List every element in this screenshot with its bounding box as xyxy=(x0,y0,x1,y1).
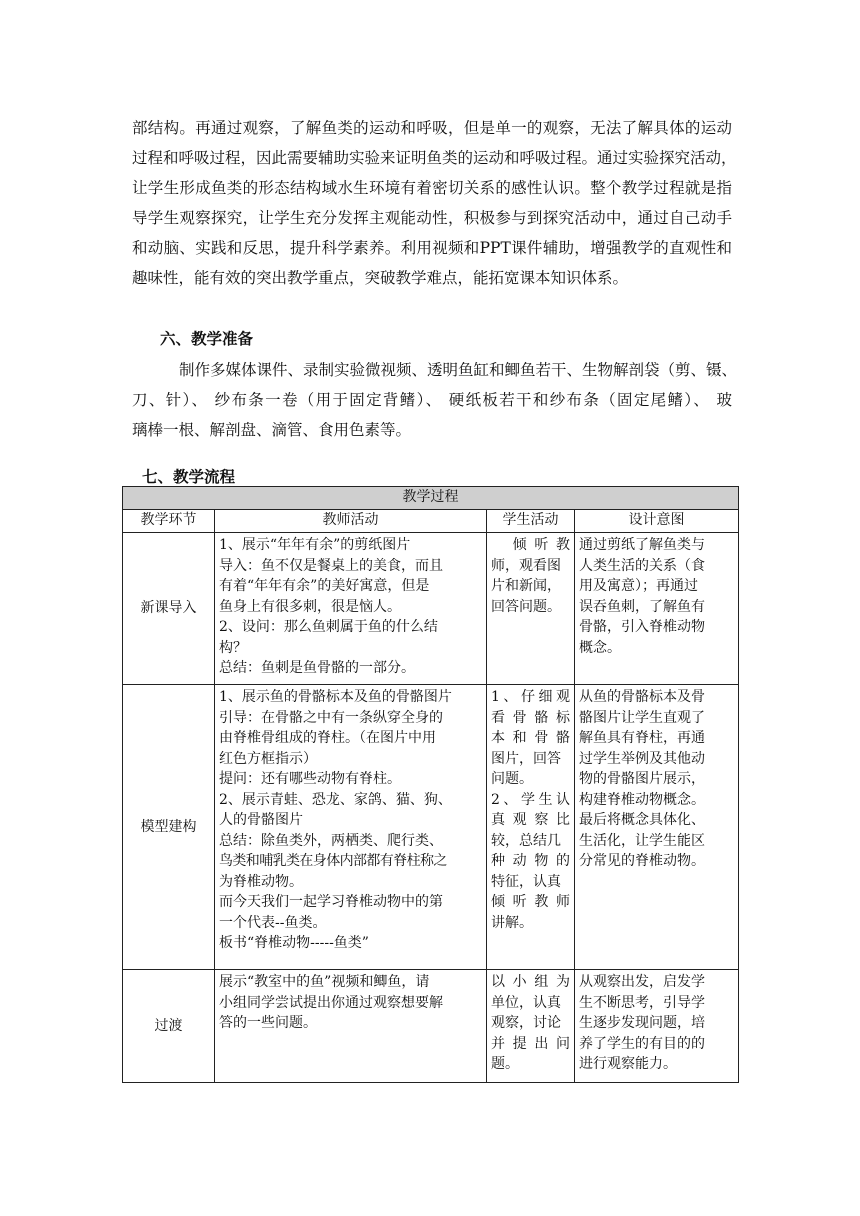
cell-line: 题。 xyxy=(491,1056,519,1072)
section-heading-preparation: 六、教学准备 xyxy=(160,330,254,348)
cell-line: 生逐步发现问题，培 xyxy=(579,1015,705,1031)
cell-line: 通过剪纸了解鱼类与 xyxy=(579,537,705,553)
text-line: 让学生形成鱼类的形态结构域水生环境有着密切关系的感性认识。整个教学过程就是指 xyxy=(132,179,732,197)
cell-line: 而今天我们一起学习脊椎动物中的第 xyxy=(219,894,443,910)
cell-line: 回答问题。 xyxy=(491,598,561,615)
cell-line: 人类生活的关系（食 xyxy=(579,557,705,574)
cell-line: 养了学生的有目的的 xyxy=(579,1035,705,1052)
cell-line: 问题。 xyxy=(491,771,533,787)
cell-line: 过学生举例及其他动 xyxy=(579,750,705,767)
intro-paragraph xyxy=(132,113,737,293)
cell-line: 最后将概念具体化、 xyxy=(579,812,705,828)
cell-line: 1、展示鱼的骨骼标本及鱼的骨骼图片 xyxy=(219,689,452,705)
cell-line: 进行观察能力。 xyxy=(579,1056,677,1072)
text-line: 和动脑、实践和反思，提升科学素养。利用视频和PPT课件辅助，增强教学的直观性和 xyxy=(132,239,732,257)
cell-line: 真观察比 xyxy=(491,812,570,828)
cell-line: 2、设问：那么鱼刺属于鱼的什么结 xyxy=(219,619,438,635)
teacher-activity-cell xyxy=(215,533,487,685)
text-line: 璃棒一根、解剖盘、滴管、食用色素等。 xyxy=(132,421,412,439)
text-line: 过程和呼吸过程，因此需要辅助实验来证明鱼类的运动和呼吸过程。通过实验探究活动， xyxy=(132,149,737,167)
cell-line: 红色方框指示） xyxy=(219,750,317,767)
teacher-activity-cell xyxy=(215,970,487,1083)
student-activity-cell xyxy=(487,970,575,1083)
teacher-activity-cell xyxy=(215,685,487,970)
cell-line: 种动物的 xyxy=(491,853,570,869)
cell-line: 单位，认真 xyxy=(491,994,561,1011)
cell-line: 图片，回答 xyxy=(491,750,561,767)
cell-line: 人的骨骼图片 xyxy=(219,812,303,828)
cell-line: 看骨骼标 xyxy=(491,709,570,726)
text-line: 趣味性，能有效的突出教学重点，突破教学难点，能拓宽课本知识体系。 xyxy=(132,269,629,287)
stage-cell: 新课导入 xyxy=(123,533,215,685)
cell-line: 有着“年年有余”的美好寓意，但是 xyxy=(219,578,430,594)
cell-line: 导入：鱼不仅是餐桌上的美食，而且 xyxy=(219,557,443,574)
table-title: 教学过程 xyxy=(123,487,739,510)
cell-line: 用及寓意）；再通过 xyxy=(579,578,698,594)
cell-line: 概念。 xyxy=(579,639,621,656)
cell-line: 构建脊椎动物概念。 xyxy=(579,791,705,808)
column-header: 学生活动 xyxy=(487,510,575,533)
text-line: 刀、针）、 纱布条一卷（用于固定背鳍）、 硬纸板若干和纱布条（固定尾鳍）、 玻 xyxy=(132,391,732,409)
cell-line: 并提出问 xyxy=(491,1035,570,1052)
cell-line: 倾听教 xyxy=(491,537,570,553)
column-header: 教师活动 xyxy=(215,510,487,533)
cell-line: 分常见的脊椎动物。 xyxy=(579,853,705,869)
table-row xyxy=(123,970,739,1083)
design-intent-cell xyxy=(575,533,739,685)
cell-line: 1、仔细观 xyxy=(491,689,570,705)
cell-line: 小组同学尝试提出你通过观察想要解 xyxy=(219,994,443,1011)
text-line: 制作多媒体课件、录制实验微视频、透明鱼缸和鲫鱼若干、生物解剖袋（剪、镊、 xyxy=(179,361,738,379)
text-line: 部结构。再通过观察，了解鱼类的运动和呼吸，但是单一的观察，无法了解具体的运动 xyxy=(132,119,732,137)
cell-line: 骼图片让学生直观了 xyxy=(579,709,705,726)
student-activity-cell xyxy=(487,533,575,685)
cell-line: 讲解。 xyxy=(491,914,533,931)
cell-line: 从鱼的骨骼标本及骨 xyxy=(579,689,705,705)
cell-line: 提问：还有哪些动物有脊柱。 xyxy=(219,771,401,787)
preparation-paragraph xyxy=(132,355,738,445)
section-heading-flow: 七、教学流程 xyxy=(142,468,236,486)
table-title-row xyxy=(123,487,739,510)
cell-line: 由脊椎骨组成的脊柱。（在图片中用 xyxy=(219,730,436,746)
column-header: 设计意图 xyxy=(575,510,739,533)
cell-line: 骨骼，引入脊椎动物 xyxy=(579,619,705,635)
cell-line: 一个代表--鱼类。 xyxy=(219,914,327,931)
cell-line: 误吞鱼刺，了解鱼有 xyxy=(579,598,705,615)
stage-cell: 模型建构 xyxy=(123,685,215,970)
cell-line: 2、展示青蛙、恐龙、家鸽、猫、狗、 xyxy=(219,791,452,808)
cell-line: 构？ xyxy=(219,639,247,656)
cell-line: 特征，认真 xyxy=(491,873,561,890)
table-row xyxy=(123,685,739,970)
cell-line: 物的骨骼图片展示， xyxy=(579,771,705,787)
stage-cell: 过渡 xyxy=(123,970,215,1083)
cell-line: 师，观看图 xyxy=(491,557,561,574)
cell-line: 生不断思考，引导学 xyxy=(579,994,705,1011)
table-row xyxy=(123,533,739,685)
column-header: 教学环节 xyxy=(123,510,215,533)
student-activity-cell xyxy=(487,685,575,970)
cell-line: 鸟类和哺乳类在身体内部都有脊柱称之 xyxy=(219,853,447,869)
cell-line: 引导：在骨骼之中有一条纵穿全身的 xyxy=(219,709,443,726)
cell-line: 解鱼具有脊柱，再通 xyxy=(579,730,705,746)
table-header-row xyxy=(123,510,739,533)
cell-line: 总结：鱼刺是鱼骨骼的一部分。 xyxy=(219,660,415,676)
cell-line: 观察，讨论 xyxy=(491,1015,561,1031)
design-intent-cell xyxy=(575,970,739,1083)
cell-line: 片和新闻， xyxy=(491,578,561,594)
cell-line: 生活化，让学生能区 xyxy=(579,832,705,849)
cell-line: 为脊椎动物。 xyxy=(219,873,303,890)
cell-line: 展示“教室中的鱼”视频和鲫鱼，请 xyxy=(219,974,430,990)
cell-line: 总结：除鱼类外，两栖类、爬行类、 xyxy=(219,832,443,849)
cell-line: 倾听教师 xyxy=(491,894,570,910)
cell-line: 1、展示“年年有余”的剪纸图片 xyxy=(219,537,411,553)
cell-line: 鱼身上有很多刺，很是恼人。 xyxy=(219,598,401,615)
cell-line: 从观察出发，启发学 xyxy=(579,974,705,990)
teaching-process-table xyxy=(122,486,739,1083)
cell-line: 2、学生认 xyxy=(491,791,570,808)
text-line: 导学生观察探究，让学生充分发挥主观能动性，积极参与到探究活动中，通过自己动手 xyxy=(132,209,732,227)
cell-line: 较，总结几 xyxy=(491,832,561,849)
cell-line: 答的一些问题。 xyxy=(219,1015,317,1031)
cell-line: 板书“脊椎动物-----鱼类” xyxy=(219,935,369,951)
design-intent-cell xyxy=(575,685,739,970)
cell-line: 以小组为 xyxy=(491,974,570,990)
cell-line: 本和骨骼 xyxy=(491,730,570,746)
